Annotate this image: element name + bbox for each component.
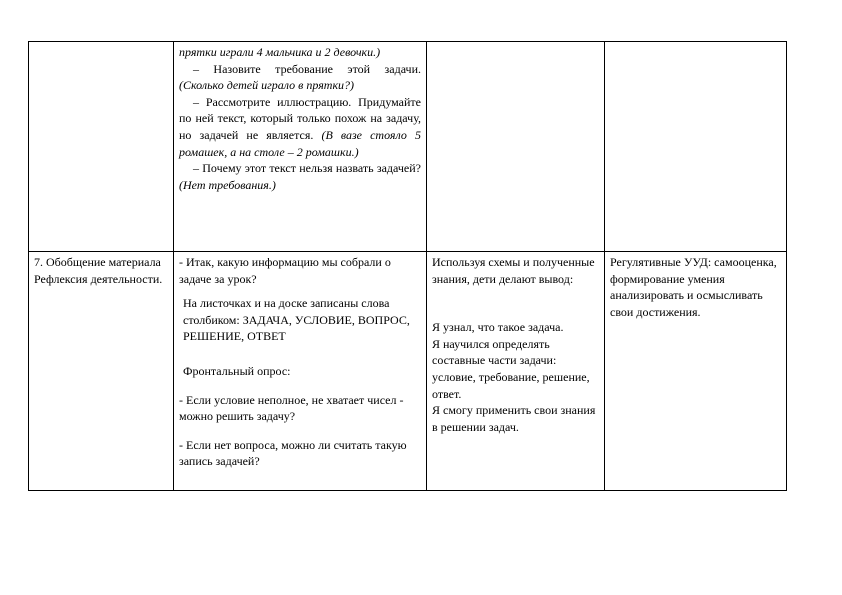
answer-text: (Нет требования.) <box>179 177 276 192</box>
table-row <box>29 252 787 491</box>
question-paragraph <box>179 94 421 160</box>
student-activity-cell-empty <box>427 42 605 252</box>
teacher-question: - Если условие неполное, не хватает чисел - можно решить задачу? <box>179 392 404 424</box>
student-conclusion: Я узнал, что такое задача. <box>432 320 564 335</box>
teacher-note: На листочках и на доске записаны слова столбиком: ЗАДАЧА, УСЛОВИЕ, ВОПРОС, РЕШЕНИЕ, ОТВЕТ <box>183 296 410 344</box>
teacher-activity-cell <box>174 252 427 491</box>
lesson-table <box>28 41 787 491</box>
stage-cell <box>29 252 174 491</box>
frontal-survey-label: Фронтальный опрос: <box>183 363 291 378</box>
teacher-question: - Если нет вопроса, можно ли считать такую запись задачей? <box>179 437 407 469</box>
answer-text: (В вазе стояло 5 ромашек, а на столе – 2 ромашки.) <box>179 127 421 159</box>
stage-text: 7. Обобщение материала Рефлексия деятельности. <box>34 255 163 286</box>
table-row <box>29 42 787 252</box>
teacher-question: - Итак, какую информацию мы собрали о задаче за урок? <box>179 255 391 286</box>
student-activity-cell <box>427 252 605 491</box>
student-conclusion: Я научился определять составные части задачи: условие, требование, решение, ответ. <box>432 336 590 401</box>
uud-text: Регулятивные УУД: самооценка, формирование умения анализировать и осмысливать свои достижения. <box>610 255 777 319</box>
question-text: – Почему этот текст нельзя назвать задачей? <box>193 161 421 176</box>
uud-cell <box>605 252 787 491</box>
teacher-activity-cell <box>174 42 427 252</box>
student-conclusion: Я смогу применить свои знания в решении задач. <box>432 403 596 434</box>
question-paragraph <box>179 61 421 94</box>
question-text: – Рассмотрите иллюстрацию. Придумайте по ней текст, который только похож на задачу, но задачей не является. <box>179 94 421 142</box>
student-intro: Используя схемы и полученные знания, дети делают вывод: <box>432 255 595 286</box>
uud-cell-empty <box>605 42 787 252</box>
answer-text: (Сколько детей играло в прятки?) <box>179 78 355 93</box>
answer-text: прятки играли 4 мальчика и 2 девочки.) <box>179 45 381 59</box>
stage-cell-empty <box>29 42 174 252</box>
question-text: – Назовите требование этой задачи. <box>193 61 421 76</box>
question-paragraph <box>179 160 421 193</box>
